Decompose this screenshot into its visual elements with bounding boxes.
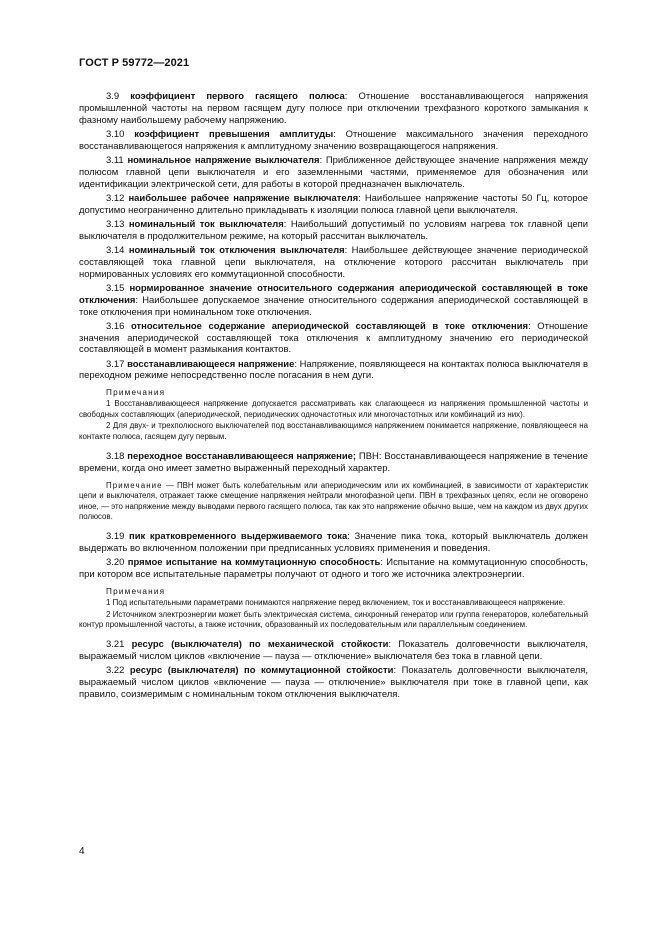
document-body (79, 91, 588, 703)
term-3-16: 3.16 относительное содержание апериодической составляющей в токе отключения: Отношение значения апериодической составляющей тока отключения к амплитудному значению его периодической составляющей в момент размыкания контактов. (79, 320, 588, 356)
term-title: ресурс (выключателя) по механической стойкости (131, 639, 389, 651)
term-title: нормированное значение относительного содержания апериодической составляющей в токе отключения (79, 282, 589, 306)
term-title: переходное восстанавливающееся напряжение; (127, 450, 357, 462)
term-title: относительное содержание апериодической составляющей в токе отключения (130, 320, 529, 332)
term-3-22: 3.22 ресурс (выключателя) по коммутационной стойкости: Показатель долговечности выключателя, выражаемый числом циклов «включение — пауза — отключение» выключателя при токе в главной цепи, как правило, соизмеримым с номинальным током отключения выключателя. (79, 665, 588, 701)
term-3-19: 3.19 пик кратковременного выдерживаемого тока: Значение пика тока, который выключатель должен выдержать во включенном положении при предписанных условиях применения и поведения. (79, 531, 588, 555)
page-number: 4 (79, 846, 85, 857)
term-3-10: 3.10 коэффициент превышения амплитуды: Отношение максимального значения переходного восстанавливающегося напряжения к амплитудному значению возвращающегося напряжения. (79, 128, 588, 152)
term-title: номинальный ток выключателя (128, 218, 284, 230)
term-3-18: 3.18 переходное восстанавливающееся напряжение; ПВН: Восстанавливающееся напряжение в течение времени, когда оно имеет заметно выраженный переходный характер. (79, 450, 588, 474)
note-item: 2 Источником электроэнергии может быть электрическая система, синхронный генератор или группа генераторов, колебательный контур промышленной частоты, а также источник, образованный их последовательным или параллельным соединением. (79, 609, 588, 630)
term-title: наибольшее рабочее напряжение выключателя (128, 192, 359, 204)
term-3-14: 3.14 номинальный ток отключения выключателя: Наибольшее действующее значение периодической составляющей тока главной цепи выключателя, на отключение которого рассчитан выключатель при нормированных условиях его коммутационной способности. (79, 244, 588, 280)
term-3-17: 3.17 восстанавливающееся напряжение: Напряжение, появляющееся на контактах полюса выключателя в переходном режиме непосредственно после погасания в нем дуги. (79, 358, 589, 382)
term-3-20: 3.20 прямое испытание на коммутационную способность: Испытание на коммутационную способность, при котором все испытательные параметры получают от одного и того же источника электроэнергии. (79, 557, 588, 581)
document-header: ГОСТ Р 59772—2021 (79, 57, 190, 69)
term-3-11: 3.11 номинальное напряжение выключателя: Приближенное действующее значение напряжения между полюсом главной цепи выключателя и его заземленными частями, применяемое для обозначения или идентификации электрической сети, для работы в которой предназначен выключатель. (79, 154, 588, 190)
note-item: 1 Восстанавливающееся напряжение допускается рассматривать как слагающееся из напряжения промышленной частоты и свободных составляющих (апериодической, периодических одночастотных или многочастотных или комбинаций из них). (79, 399, 588, 419)
term-3-15: 3.15 нормированное значение относительного содержания апериодической составляющей в токе отключения: Наибольшее допускаемое значение относительного содержания апериодической составляющей в токе отключения при номинальном токе отключения. (79, 282, 589, 318)
term-3-21: 3.21 ресурс (выключателя) по механической стойкости: Показатель долговечности выключателя, выражаемый числом циклов «включение — пауза — отключение» выключателя без тока в главной цепи. (79, 639, 589, 663)
term-3-12: 3.12 наибольшее рабочее напряжение выключателя: Наибольшее напряжение частоты 50 Гц, которое допустимо неограниченно длительно прикладывать к изоляции полюса главной цепи выключателя. (79, 192, 588, 216)
term-3-9: 3.9 коэффициент первого гасящего полюса: Отношение восстанавливающегося напряжения промышленной частоты на первом гасящем дугу полюсе при отключении трехфазного короткого замыкания к фазному наибольшему рабочему напряжению. (79, 91, 588, 126)
notes-title: Примечания (106, 587, 166, 597)
term-title: пик кратковременного выдерживаемого тока (129, 531, 348, 543)
term-title: ресурс (выключателя) по коммутационной стойкости (129, 665, 394, 677)
notes-block-1 (79, 388, 588, 442)
term-title: номинальный ток отключения выключателя (128, 244, 345, 256)
term-title: номинальное напряжение выключателя (127, 154, 320, 166)
term-title: коэффициент первого гасящего полюса (130, 91, 345, 102)
note-label: Примечание (106, 480, 163, 490)
term-title: коэффициент превышения амплитуды (134, 128, 334, 140)
term-title: прямое испытание на коммутационную способность (127, 557, 381, 569)
note-3-18: Примечание — ПВН может быть колебательным или апериодическим или их комбинацией, в зависимости от характеристик цепи и выключателя, отражает также смещение напряжения нейтрали многофазной цепи. ПВН в трехфазных цепях, если не оговорено иное, — это напряжение между выводами первого гасящего полюса, так как это напряжение обычно выше, чем на каждом из двух других полюсов. (79, 480, 588, 521)
note-item: 2 Для двух- и трехполюсного выключателей под восстанавливающимся напряжением понимается напряжение, появляющееся на контакте полюса, гасящем дугу первым. (79, 421, 588, 441)
notes-block-2 (79, 587, 588, 630)
notes-title: Примечания (106, 388, 166, 398)
note-item: 1 Под испытательными параметрами понимаются напряжение перед включением, ток и восстанавливающееся напряжение. (106, 598, 566, 608)
term-3-13: 3.13 номинальный ток выключателя: Наибольший допустимый по условиям нагрева ток главной цепи выключателя в продолжительном режиме, на который рассчитан выключатель. (79, 218, 589, 242)
term-title: восстанавливающееся напряжение (127, 358, 295, 370)
